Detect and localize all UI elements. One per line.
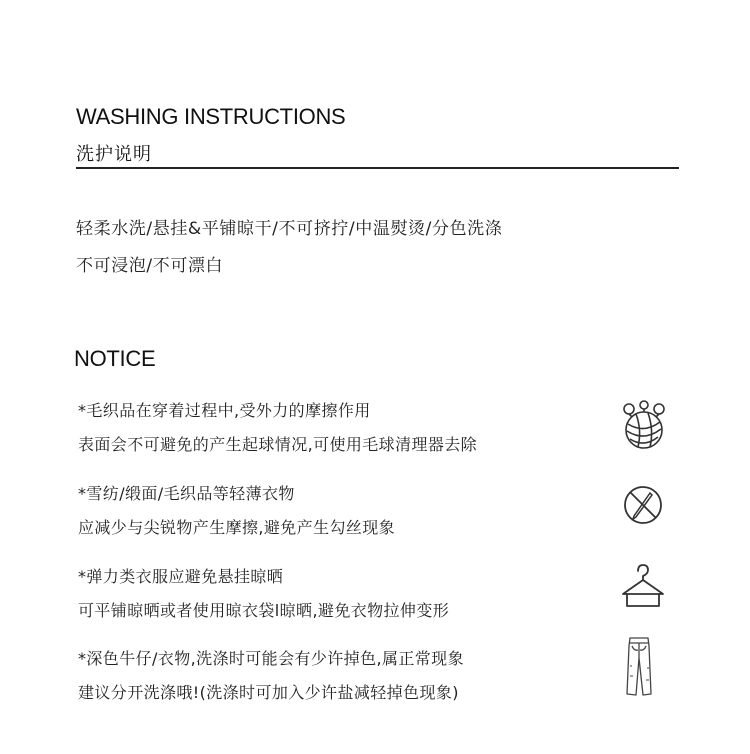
washing-title-zh: 洗护说明	[76, 144, 152, 165]
notice-item-line: *深色牛仔/衣物,洗涤时可能会有少许掉色,属正常现象	[78, 649, 464, 668]
divider	[76, 167, 679, 169]
notice-title: NOTICE	[74, 346, 156, 371]
notice-item-line: 应减少与尖锐物产生摩擦,避免产生勾丝现象	[78, 518, 396, 537]
notice-item-line: *毛织品在穿着过程中,受外力的摩擦作用	[78, 401, 371, 420]
washing-instruction-line: 轻柔水洗/悬挂&平铺晾干/不可挤拧/中温熨烫/分色洗涤	[76, 219, 503, 239]
no-sharp-objects-icon	[622, 484, 664, 526]
yarn-ball-icon	[620, 400, 668, 450]
washing-instruction-line: 不可浸泡/不可漂白	[76, 256, 224, 276]
notice-item-line: 表面会不可避免的产生起球情况,可使用毛球清理器去除	[78, 435, 478, 454]
notice-item-line: *雪纺/缎面/毛织品等轻薄衣物	[78, 484, 295, 503]
notice-item-line: 建议分开洗涤哦!(洗涤时可加入少许盐减轻掉色现象)	[78, 683, 459, 702]
notice-item-line: 可平铺晾晒或者使用晾衣袋l晾晒,避免衣物拉伸变形	[78, 601, 450, 620]
jeans-icon	[624, 636, 654, 698]
hanger-icon	[620, 562, 666, 610]
washing-title-en: WASHING INSTRUCTIONS	[76, 104, 346, 129]
notice-item-line: *弹力类衣服应避免悬挂晾晒	[78, 567, 284, 586]
